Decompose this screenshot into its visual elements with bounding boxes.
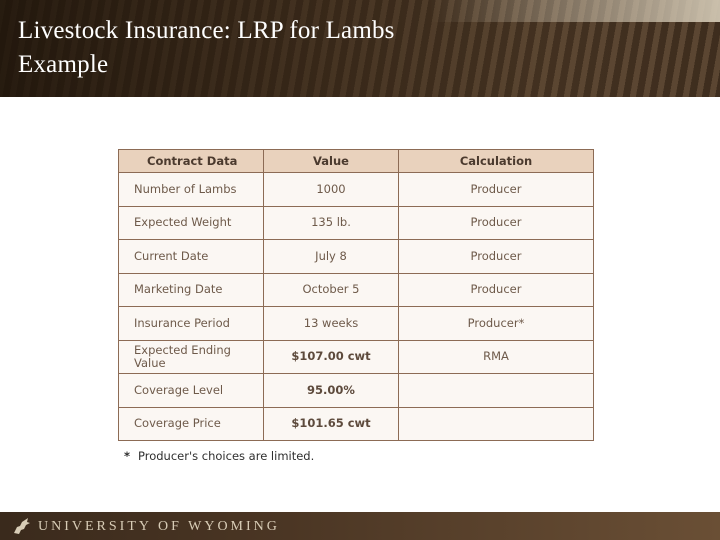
row-value: 13 weeks — [264, 307, 399, 341]
table-row — [119, 374, 594, 408]
row-calculation: Producer* — [399, 307, 594, 341]
row-value: July 8 — [264, 240, 399, 274]
slide-header — [0, 0, 720, 97]
lrp-contract-table — [118, 149, 594, 441]
university-name: UNIVERSITY OF WYOMING — [38, 519, 280, 534]
row-value: 1000 — [264, 173, 399, 207]
row-calculation: Producer — [399, 273, 594, 307]
lrp-table-container — [118, 149, 593, 441]
row-calculation — [399, 407, 594, 441]
column-header-value: Value — [264, 150, 399, 173]
row-label: Coverage Level — [119, 374, 264, 408]
table-row — [119, 240, 594, 274]
row-label: Current Date — [119, 240, 264, 274]
slide-footer — [0, 512, 720, 540]
header-sky — [430, 0, 720, 22]
slide-title: Livestock Insurance: LRP for Lambs Example — [18, 17, 395, 78]
row-value: $101.65 cwt — [264, 407, 399, 441]
row-calculation: Producer — [399, 206, 594, 240]
row-label: Expected Weight — [119, 206, 264, 240]
row-value: October 5 — [264, 273, 399, 307]
column-header-contract-data: Contract Data — [119, 150, 264, 173]
table-footnote — [124, 449, 314, 463]
row-label: Number of Lambs — [119, 173, 264, 207]
row-calculation: Producer — [399, 173, 594, 207]
row-value: $107.00 cwt — [264, 340, 399, 374]
footnote-text: Producer's choices are limited. — [138, 449, 315, 463]
row-calculation — [399, 374, 594, 408]
table-row — [119, 407, 594, 441]
column-header-calculation: Calculation — [399, 150, 594, 173]
row-calculation: RMA — [399, 340, 594, 374]
bucking-horse-logo-icon — [12, 517, 32, 535]
footnote-asterisk: * — [124, 449, 131, 463]
table-header-row — [119, 150, 594, 173]
row-label: Expected Ending Value — [119, 340, 264, 374]
table-row — [119, 307, 594, 341]
row-label: Marketing Date — [119, 273, 264, 307]
row-label: Coverage Price — [119, 407, 264, 441]
row-label: Insurance Period — [119, 307, 264, 341]
table-row — [119, 173, 594, 207]
table-row — [119, 206, 594, 240]
row-value: 135 lb. — [264, 206, 399, 240]
row-value: 95.00% — [264, 374, 399, 408]
table-row — [119, 273, 594, 307]
row-calculation: Producer — [399, 240, 594, 274]
table-row — [119, 340, 594, 374]
